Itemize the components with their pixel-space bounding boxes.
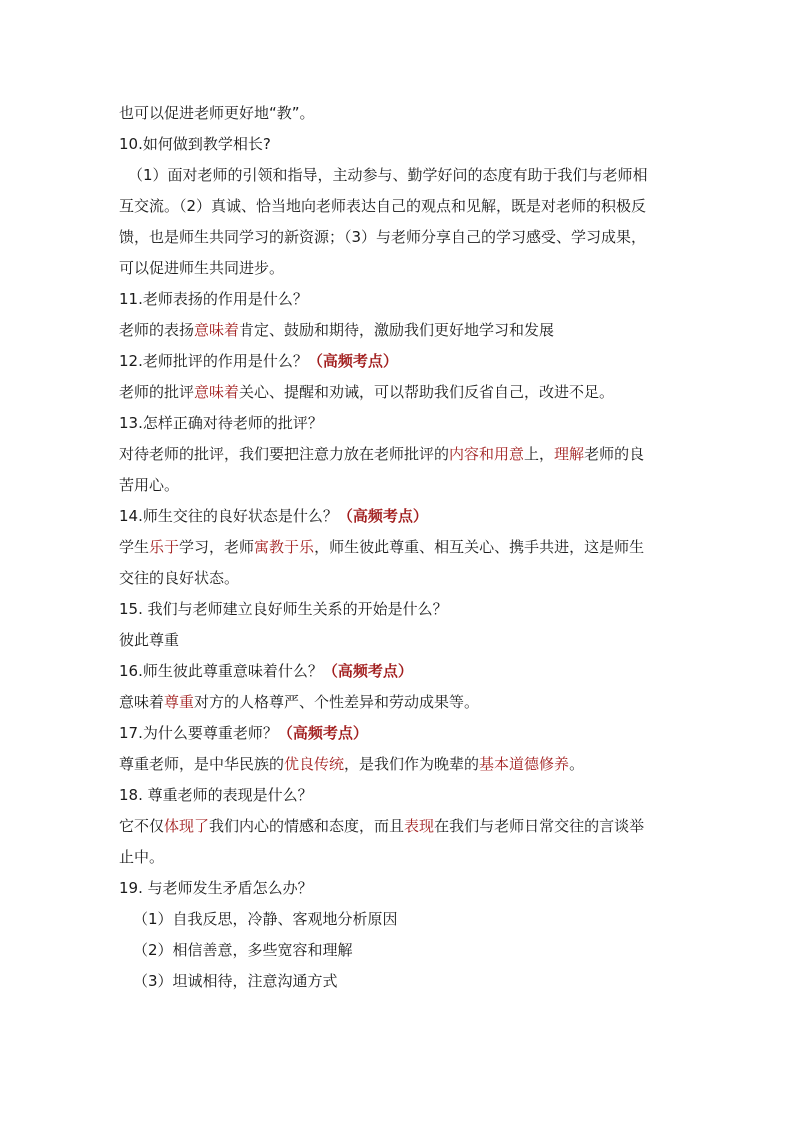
text-segment: ，是我们作为晚辈的 — [344, 755, 480, 773]
highlighted-term: 意味着 — [194, 383, 240, 401]
text-segment: 交往的良好状态。 — [119, 569, 240, 587]
answer-line — [119, 98, 689, 129]
answer-line — [119, 687, 689, 718]
answer-line — [119, 842, 689, 873]
answer-line — [119, 935, 689, 966]
highlighted-term: 乐于 — [149, 538, 180, 556]
text-segment: 它不仅 — [119, 817, 165, 835]
key-point-tag: （高频考点） — [277, 724, 368, 742]
highlighted-term: 意味着 — [194, 321, 240, 339]
text-segment: 17.为什么要尊重老师？ — [119, 724, 278, 742]
text-segment: 彼此尊重 — [119, 631, 180, 649]
question-line — [119, 780, 689, 811]
text-segment: 老师的良 — [584, 445, 645, 463]
text-segment: 19. 与老师发生矛盾怎么办？ — [119, 879, 313, 897]
key-point-tag: （高频考点） — [307, 352, 398, 370]
text-segment: 。 — [569, 755, 585, 773]
key-point-tag: （高频考点） — [337, 507, 428, 525]
text-segment: 在我们与老师日常交往的言谈举 — [434, 817, 645, 835]
answer-line — [119, 563, 689, 594]
text-segment: 关心、提醒和劝诫，可以帮助我们反省自己，改进不足。 — [239, 383, 615, 401]
text-segment: 对待老师的批评，我们要把注意力放在老师批评的 — [119, 445, 450, 463]
question-line — [119, 718, 689, 749]
text-segment: 学习，老师 — [179, 538, 255, 556]
highlighted-term: 内容和用意 — [449, 445, 525, 463]
text-segment: 15. 我们与老师建立良好师生关系的开始是什么？ — [119, 600, 448, 618]
answer-line — [119, 904, 689, 935]
text-segment: 苦用心。 — [119, 476, 180, 494]
text-segment: 馈，也是师生共同学习的新资源；（3）与老师分享自己的学习感受、学习成果， — [119, 228, 647, 246]
text-segment: 尊重老师，是中华民族的 — [119, 755, 285, 773]
answer-line — [119, 315, 689, 346]
text-segment: 13.怎样正确对待老师的批评？ — [119, 414, 323, 432]
question-line — [119, 346, 689, 377]
document-body — [119, 98, 689, 997]
text-segment: 14.师生交往的良好状态是什么？ — [119, 507, 338, 525]
answer-line — [119, 470, 689, 501]
highlighted-term: 基本道德修养 — [479, 755, 570, 773]
question-line — [119, 594, 689, 625]
text-segment: 10.如何做到教学相长? — [119, 135, 271, 153]
highlighted-term: 理解 — [554, 445, 585, 463]
highlighted-term: 尊重 — [164, 693, 195, 711]
text-segment: 我们内心的情感和态度，而且 — [209, 817, 405, 835]
text-segment: （1）面对老师的引领和指导，主动参与、勤学好问的态度有助于我们与老师相 — [128, 166, 648, 184]
question-line — [119, 873, 689, 904]
text-segment: 18. 尊重老师的表现是什么？ — [119, 786, 313, 804]
text-segment: 互交流。（2）真诚、恰当地向老师表达自己的观点和见解，既是对老师的积极反 — [119, 197, 647, 215]
answer-line — [119, 625, 689, 656]
question-line — [119, 656, 689, 687]
text-segment: 16.师生彼此尊重意味着什么？ — [119, 662, 323, 680]
text-segment: ，师生彼此尊重、相互关心、携手共进，这是师生 — [314, 538, 645, 556]
answer-line — [119, 439, 689, 470]
question-line — [119, 408, 689, 439]
text-segment: （3）坦诚相待，注意沟通方式 — [133, 972, 338, 990]
text-segment: 可以促进师生共同进步。 — [119, 259, 285, 277]
answer-line — [119, 966, 689, 997]
text-segment: 也可以促进老师更好地“教”。 — [119, 104, 315, 122]
text-segment: 对方的人格尊严、个性差异和劳动成果等。 — [194, 693, 480, 711]
text-segment: 止中。 — [119, 848, 165, 866]
answer-line — [119, 532, 689, 563]
text-segment: 上， — [524, 445, 555, 463]
text-segment: （2）相信善意，多些宽容和理解 — [133, 941, 353, 959]
answer-line — [119, 191, 689, 222]
answer-line — [119, 811, 689, 842]
question-line — [119, 501, 689, 532]
answer-line — [119, 222, 689, 253]
highlighted-term: 表现 — [404, 817, 435, 835]
highlighted-term: 优良传统 — [284, 755, 345, 773]
answer-line — [119, 160, 689, 191]
text-segment: 意味着 — [119, 693, 165, 711]
text-segment: 肯定、鼓励和期待，激励我们更好地学习和发展 — [239, 321, 555, 339]
answer-line — [119, 749, 689, 780]
highlighted-term: 体现了 — [164, 817, 210, 835]
text-segment: 学生 — [119, 538, 150, 556]
key-point-tag: （高频考点） — [322, 662, 413, 680]
text-segment: 11.老师表扬的作用是什么？ — [119, 290, 308, 308]
answer-line — [119, 377, 689, 408]
text-segment: 12.老师批评的作用是什么？ — [119, 352, 308, 370]
question-line — [119, 284, 689, 315]
text-segment: 老师的表扬 — [119, 321, 195, 339]
text-segment: 老师的批评 — [119, 383, 195, 401]
question-line — [119, 129, 689, 160]
answer-line — [119, 253, 689, 284]
highlighted-term: 寓教于乐 — [254, 538, 315, 556]
text-segment: （1）自我反思，冷静、客观地分析原因 — [133, 910, 398, 928]
